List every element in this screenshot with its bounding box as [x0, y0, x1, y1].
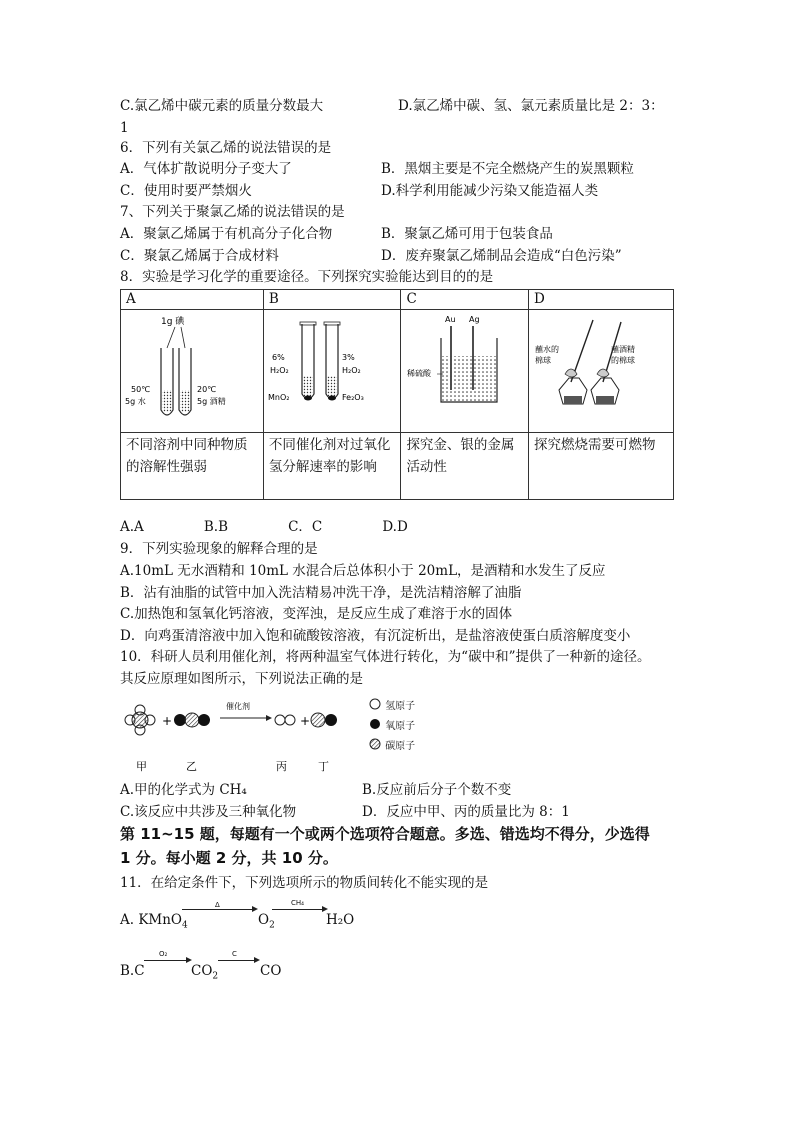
figure-a-left-solvent: 5g 水: [125, 397, 146, 406]
svg-text:+: +: [162, 714, 173, 728]
figure-a-label-top: 1g 碘: [161, 317, 185, 327]
q11-b-product: CO: [260, 963, 282, 979]
q5-option-d-wrap: 1: [120, 120, 129, 136]
col-header-c: C: [401, 290, 529, 310]
q9-stem: 9．下列实验现象的解释合理的是: [120, 541, 318, 557]
col-header-b: B: [263, 290, 401, 310]
desc-c: 探究金、银的金属活动性: [401, 433, 529, 500]
q6-option-c: C．使用时要严禁烟火: [120, 183, 252, 199]
q11-a-product: H₂O: [326, 912, 355, 928]
figure-b-left-reagent: H₂O₂: [269, 366, 289, 375]
figure-b: [263, 310, 401, 433]
label-jia: 甲: [136, 760, 147, 773]
carbon-atom-icon: [368, 737, 382, 751]
q7-option-d: D．废弃聚氯乙烯制品会造成“白色污染”: [381, 248, 622, 264]
q11-b-arrow-2: [218, 960, 254, 961]
figure-d-right-label-1: 蘸酒精: [611, 345, 635, 354]
label-bing: 丙: [276, 760, 287, 773]
molecule-bing: [275, 715, 295, 725]
catalyst-test-tubes-figure: [264, 310, 398, 428]
figure-b-left-catalyst: MnO₂: [267, 393, 290, 402]
q5-option-c: C.氯乙烯中碳元素的质量分数最大: [120, 98, 324, 114]
q7-option-b: B．聚氯乙烯可用于包装食品: [381, 226, 553, 242]
label-ding: 丁: [318, 760, 329, 773]
q10-stem-line1: 10．科研人员利用催化剂，将两种温室气体进行转化，为“碳中和”提供了一种新的途径。: [120, 649, 651, 665]
q11-b-arrow-1: [144, 960, 186, 961]
q10-option-d: D．反应中甲、丙的质量比为 8：1: [362, 804, 570, 820]
q8-stem: 8．实验是学习化学的重要途径。下列探究实验能达到目的的是: [120, 269, 494, 285]
reaction-diagram: [120, 696, 360, 776]
q6-option-d: D.科学利用能减少污染又能造福人类: [381, 183, 599, 199]
legend-hydrogen: 氢原子: [385, 700, 416, 712]
label-yi: 乙: [186, 760, 197, 773]
col-header-a: A: [121, 290, 264, 310]
q6-stem: 6．下列有关氯乙烯的说法错误的是: [120, 140, 332, 156]
desc-b: 不同催化剂对过氧化氢分解速率的影响: [263, 433, 401, 500]
svg-text:+: +: [300, 714, 311, 728]
q11-a-reactant: A. KMnO: [120, 912, 183, 928]
figure-d-left-label-2: 棉球: [535, 356, 551, 365]
q6-option-b: B．黑烟主要是不完全燃烧产生的炭黑颗粒: [381, 161, 634, 177]
molecule-ding: [311, 713, 337, 727]
desc-d: 探究燃烧需要可燃物: [529, 433, 674, 500]
figure-a-right-temp: 20℃: [197, 385, 217, 394]
figure-d: [529, 310, 674, 433]
q11-a-condition-1: Δ: [215, 901, 220, 909]
q11-option-b-reactant: B.C: [120, 963, 145, 979]
q10-option-a: A.甲的化学式为 CH₄: [120, 782, 247, 798]
molecule-yi: [174, 713, 210, 727]
q9-option-d: D．向鸡蛋清溶液中加入饱和硫酸铵溶液，有沉淀析出，是盐溶液使蛋白质溶解度变小: [120, 628, 631, 644]
desc-a: 不同溶剂中同种物质的溶解性强弱: [121, 433, 264, 500]
figure-c-metal-2: Ag: [469, 315, 480, 324]
figure-a-left-temp: 50℃: [131, 385, 151, 394]
figure-a-right-solvent: 5g 酒精: [197, 397, 226, 406]
q11-a-intermediate: $O_2$: [258, 912, 275, 931]
hydrogen-atom-icon: [368, 697, 382, 711]
q11-a-arrow-1: [182, 909, 252, 910]
catalyst-label: 催化剂: [226, 702, 250, 711]
section-instruction-line1: 第 11~15 题，每题有一个或两个选项符合题意。多选、错选均不得分，少选得: [120, 825, 650, 843]
metal-acid-beaker-figure: [401, 310, 525, 428]
legend-oxygen: 氧原子: [385, 720, 416, 732]
figure-b-right-conc: 3%: [341, 353, 355, 362]
test-tubes-iodine-figure: [121, 310, 261, 428]
q10-option-c: C.该反应中共涉及三种氧化物: [120, 804, 297, 820]
col-header-d: D: [529, 290, 674, 310]
q11-b-condition-1: O₂: [159, 950, 168, 958]
figure-c-acid-label: 稀硫酸: [407, 369, 432, 378]
molecule-jia: [125, 705, 155, 735]
q11-b-intermediate: $CO_2$: [191, 963, 219, 982]
q9-option-a: A.10mL 无水酒精和 10mL 水混合后总体积小于 20mL，是酒精和水发生了反应: [120, 563, 606, 579]
q9-option-b: B．沾有油脂的试管中加入洗洁精易冲洗干净，是洗洁精溶解了油脂: [120, 585, 522, 601]
q7-option-c: C．聚氯乙烯属于合成材料: [120, 248, 279, 264]
atom-legend: [368, 694, 415, 754]
q5-option-d: D.氯乙烯中碳、氢、氯元素质量比是 2：3：: [398, 98, 664, 114]
q10-stem-line2: 其反应原理如图所示，下列说法正确的是: [120, 671, 363, 687]
figure-b-left-conc: 6%: [271, 353, 285, 362]
figure-c: [401, 310, 529, 433]
q11-a-condition-2: CH₄: [291, 899, 304, 907]
figure-d-right-label-2: 的棉球: [611, 356, 635, 365]
q10-option-b: B.反应前后分子个数不变: [362, 782, 512, 798]
q7-stem: 7、下列关于聚氯乙烯的说法错误的是: [120, 204, 345, 220]
q8-experiment-table: [120, 289, 674, 500]
q7-option-a: A．聚氯乙烯属于有机高分子化合物: [120, 226, 333, 242]
q8-answers: A.A B.B C．C D.D: [120, 519, 408, 535]
figure-c-metal-1: Au: [445, 315, 456, 324]
oxygen-atom-icon: [368, 717, 382, 731]
cotton-ball-flame-figure: [529, 310, 673, 428]
q9-option-c: C.加热饱和氢氧化钙溶液，变浑浊，是反应生成了难溶于水的固体: [120, 606, 513, 622]
figure-d-left-label-1: 蘸水的: [535, 345, 559, 354]
q11-stem: 11．在给定条件下，下列选项所示的物质间转化不能实现的是: [120, 875, 489, 891]
figure-a: [121, 310, 264, 433]
section-instruction-line2: 1 分。每小题 2 分，共 10 分。: [120, 849, 338, 867]
q11-a-arrow-2: [272, 909, 322, 910]
figure-b-right-catalyst: Fe₂O₃: [341, 393, 364, 402]
q11-b-condition-2: C: [232, 950, 237, 958]
legend-carbon: 碳原子: [385, 740, 416, 752]
q11-option-a: A. KMnO$_4$: [120, 912, 188, 931]
q6-option-a: A．气体扩散说明分子变大了: [120, 161, 292, 177]
figure-b-right-reagent: H₂O₂: [341, 366, 361, 375]
